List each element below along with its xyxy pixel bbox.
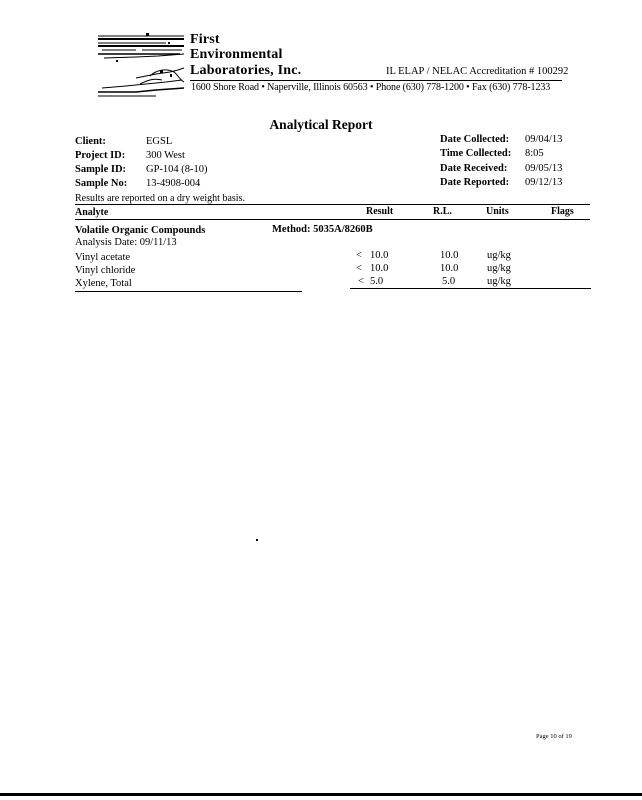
page-bottom-edge — [0, 793, 642, 796]
row-result: 5.0 — [370, 276, 384, 287]
date-reported-value: 09/12/13 — [525, 177, 563, 188]
company-logo — [96, 30, 188, 100]
column-header-analyte: Analyte — [75, 207, 109, 218]
project-id-label: Project ID: — [75, 150, 126, 161]
client-value: EGSL — [146, 136, 173, 147]
date-collected-value: 09/04/13 — [525, 134, 563, 145]
row-result: 10.0 — [370, 250, 389, 261]
column-header-result: Result — [366, 206, 394, 217]
sample-no-label: Sample No: — [75, 178, 128, 189]
table-top-rule — [75, 204, 590, 205]
row-qualifier: < — [358, 276, 364, 287]
lab-name-line-2: Environmental — [190, 47, 283, 62]
row-qualifier: < — [356, 250, 362, 261]
column-header-units: Units — [486, 206, 509, 217]
row-analyte: Vinyl chloride — [75, 265, 136, 276]
row-rl: 5.0 — [442, 276, 456, 287]
lab-address: 1600 Shore Road • Naperville, Illinois 60563 • Phone (630) 778-1200 • Fax (630) 778-1233 — [191, 82, 551, 93]
row-units: ug/kg — [487, 250, 511, 261]
row-qualifier: < — [356, 263, 362, 274]
row-units: ug/kg — [487, 276, 511, 287]
project-id-value: 300 West — [146, 150, 185, 161]
client-label: Client: — [75, 136, 106, 147]
row-analyte: Vinyl acetate — [75, 252, 131, 263]
sample-id-value: GP-104 (8-10) — [146, 164, 208, 175]
time-collected-value: 8:05 — [525, 148, 544, 159]
date-received-label: Date Received: — [440, 163, 508, 174]
row-result: 10.0 — [370, 263, 389, 274]
sample-no-value: 13-4908-004 — [146, 178, 201, 189]
report-title: Analytical Report — [269, 117, 373, 132]
time-collected-label: Time Collected: — [440, 148, 512, 159]
column-header-rl: R.L. — [433, 206, 452, 217]
table-bottom-rule-left — [75, 291, 302, 292]
column-header-flags: Flags — [551, 206, 574, 217]
row-rl: 10.0 — [440, 250, 459, 261]
table-header-rule — [75, 219, 590, 220]
row-analyte: Xylene, Total — [75, 278, 132, 289]
date-collected-label: Date Collected: — [440, 134, 510, 145]
page-number: Page 10 of 19 — [536, 733, 572, 740]
row-units: ug/kg — [487, 263, 511, 274]
sample-id-label: Sample ID: — [75, 164, 127, 175]
date-reported-label: Date Reported: — [440, 177, 510, 188]
accreditation-number: IL ELAP / NELAC Accreditation # 100292 — [386, 66, 569, 77]
analysis-date: Analysis Date: 09/11/13 — [75, 237, 177, 248]
lab-name-line-3: Laboratories, Inc. — [190, 63, 302, 78]
table-bottom-rule-right — [350, 288, 591, 289]
section-name: Volatile Organic Compounds — [75, 225, 206, 236]
section-method: Method: 5035A/8260B — [272, 224, 373, 235]
scan-speck — [256, 539, 258, 541]
dry-weight-note: Results are reported on a dry weight basis. — [75, 193, 245, 204]
lab-name-line-1: First — [190, 32, 220, 47]
date-received-value: 09/05/13 — [525, 163, 563, 174]
row-rl: 10.0 — [440, 263, 459, 274]
header-rule — [190, 80, 562, 81]
